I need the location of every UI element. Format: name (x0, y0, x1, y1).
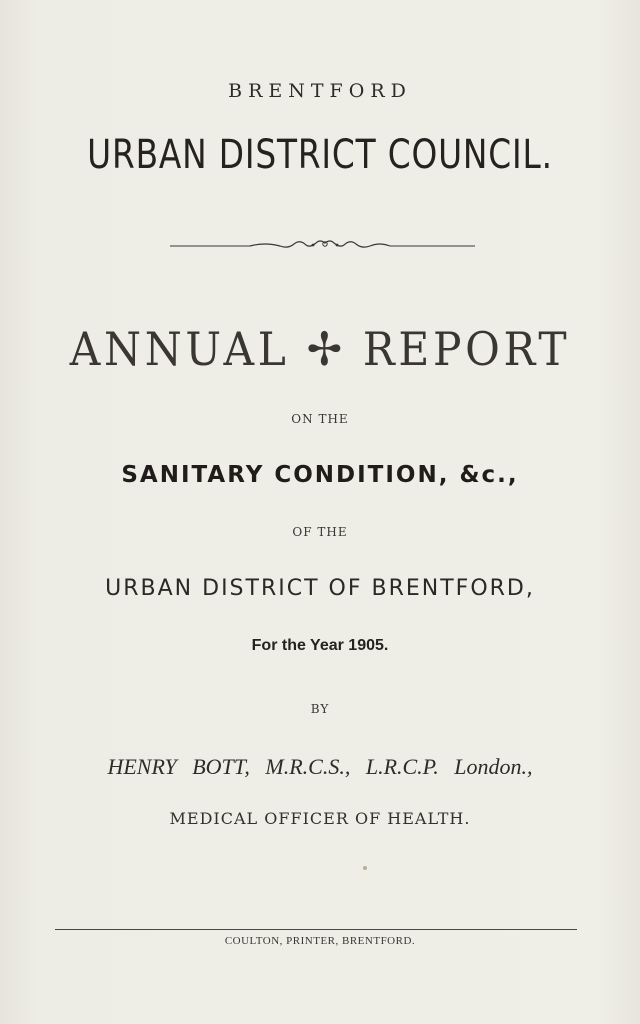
printer-imprint: COULTON, PRINTER, BRENTFORD. (224, 935, 416, 947)
paper-speck (363, 866, 367, 870)
on-the-text: ON THE (291, 412, 349, 426)
decorative-flourish-divider-icon (170, 236, 480, 256)
by-text: BY (310, 702, 330, 716)
annual-report-title: ANNUAL ✢ REPORT (69, 322, 571, 376)
office-title: MEDICAL OFFICER OF HEALTH. (169, 809, 471, 828)
of-the-text: OF THE (292, 525, 348, 539)
author-name: HENRY BOTT, M.R.C.S., L.R.C.P. London., (107, 754, 533, 779)
council-heading: URBAN DISTRICT COUNCIL. (87, 132, 553, 178)
year-line: For the Year 1905. (251, 637, 389, 654)
footer-rule (55, 929, 577, 930)
town-heading: BRENTFORD (228, 80, 412, 102)
subject-heading: SANITARY CONDITION, &c., (121, 462, 519, 488)
district-heading: URBAN DISTRICT OF BRENTFORD, (105, 576, 535, 601)
